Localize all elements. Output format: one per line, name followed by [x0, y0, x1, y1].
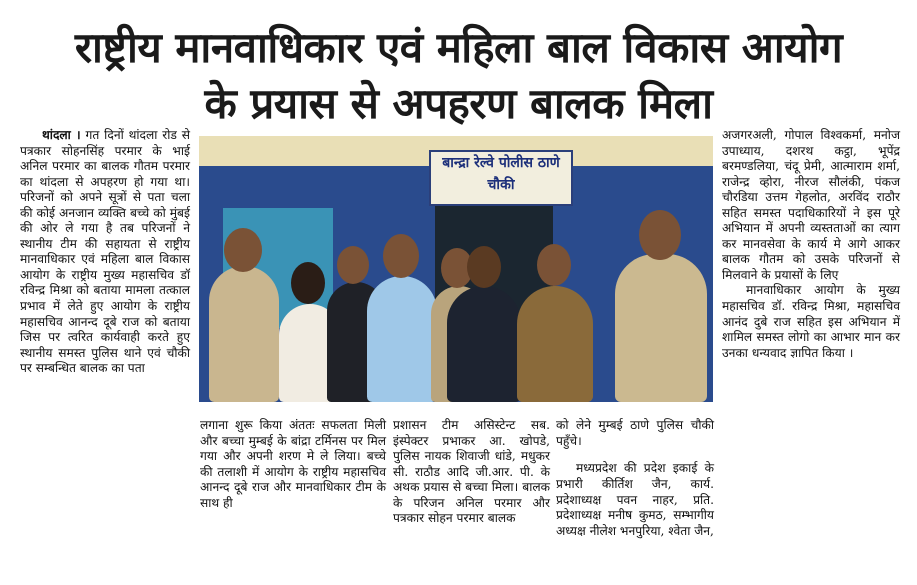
news-photo: [199, 136, 713, 402]
person-2-head: [291, 262, 325, 304]
sign-line-2: चौकी: [487, 177, 515, 193]
article-column-1: [20, 128, 190, 377]
column-5-para-1: अजगरअली, गोपाल विश्वकर्मा, मनोज उपाध्याय, दशरथ कट्ठा, भूपेंद्र बरमण्डलिया, चंदू प्रेमी, आत्माराम शर्मा, राजेन्द्र व्होरा, नीरज सौलंकी, पंकज चौरडिया उत्तम गेहलोत, अरविंद राठौर सहित समस्त पदाधिकारियों ने इस पूरे अभियान में अपनी व्यस्तताओं का त्याग कर मानवसेवा के कार्य मे आगे आकर बालक गौतम को उसके परिजनों से मिलवाने के प्रयासों के लिए: [722, 128, 900, 282]
person-7: [517, 286, 593, 402]
article-column-3: [393, 406, 550, 539]
person-6: [447, 286, 521, 402]
person-1: [209, 266, 279, 402]
dateline: थांदला ।: [42, 128, 81, 142]
person-4-head: [383, 234, 419, 278]
person-6-head: [467, 246, 501, 288]
column-2-text: लगाना शुरू किया अंततः सफलता मिली और बच्चा मुम्बई के बांद्रा टर्मिनस पर मिल गया और अपनी शरण मे ले लिया। बच्चे की तलाशी में आयोग के राष्ट्रीय महासचिव आनन्द दूबे राज और मानवाधिकार टीम के साथ ही: [200, 418, 386, 510]
column-1-text: गत दिनों थांदला रोड से पत्रकार सोहनसिंह परमार के भाई अनिल परमार का बालक गौतम परमार का थांदला से अपहरण हो गया था। परिजनों को अपने सूत्रों से पता चला की कोई अनजान व्यक्ति बच्चे को मुंबई की ओर ले गया है तब परिजनों ने स्थानीय टीम की सहायता से राष्ट्रीय मानवाधिकार एवं महिला बाल विकास आयोग के राष्ट्रीय मुख्य महासचिव डॉ रविन्द्र मिश्रा को बताया मामला तत्काल प्रभाव में लेते हुए आयोग के राष्ट्रीय महासचिव आनन्द दूबे राज को बताया जिस पर त्वरित कार्यवाही करते हुए स्थानीय समस्त पुलिस थाने एवं चौकी पर सम्बन्धित बालक का पता: [20, 128, 191, 376]
article-column-2: [200, 406, 386, 524]
person-3-head: [337, 246, 369, 284]
person-8-head: [639, 210, 681, 260]
column-4-para-2: मध्यप्रदेश की प्रदेश इकाई के प्रभारी कीर्तिश जैन, कार्य. प्रदेशाध्यक्ष पवन नाहर, प्रति. प्रदेशाध्यक्ष मनीष कुमठ, सम्भागीय अध्यक्ष नीलेश भनपुरिया, श्वेता जैन,: [556, 461, 714, 538]
article-column-4: [556, 406, 714, 551]
column-5-para-2: मानवाधिकार आयोग के मुख्य महासचिव डॉ. रविन्द्र मिश्रा, महासचिव आनंद दुबे राज सहित इस अभियान में शामिल समस्त लोगो का आभार मान कर उनका धन्यवाद ज्ञापित किया ।: [722, 283, 900, 360]
headline-line-2: के प्रयास से अपहरण बालक मिला: [204, 79, 713, 128]
police-post-sign: [429, 150, 573, 206]
sign-line-1: बान्द्रा रेल्वे पोलीस ठाणे: [442, 155, 560, 171]
person-7-head: [537, 244, 571, 286]
person-1-head: [224, 228, 262, 272]
person-4: [367, 276, 437, 402]
article-column-5: [722, 128, 900, 361]
person-8: [615, 254, 707, 402]
headline-line-1: राष्ट्रीय मानवाधिकार एवं महिला बाल विकास आयोग: [74, 23, 843, 72]
column-4-para-1: को लेने मुम्बई ठाणे पुलिस चौकी पहुँचे।: [556, 418, 714, 448]
column-3-text: प्रशासन टीम असिस्टेन्ट सब. इंस्पेक्टर प्रभाकर आ. खोपडे, पुलिस नायक शिवाजी धांडे, मधुकर सी. राठौड आदि जी.आर. पी. के अथक प्रयास से बच्चा मिला। बालक के परिजन अनिल परमार और पत्रकार सोहन परमार बालक: [393, 418, 550, 526]
